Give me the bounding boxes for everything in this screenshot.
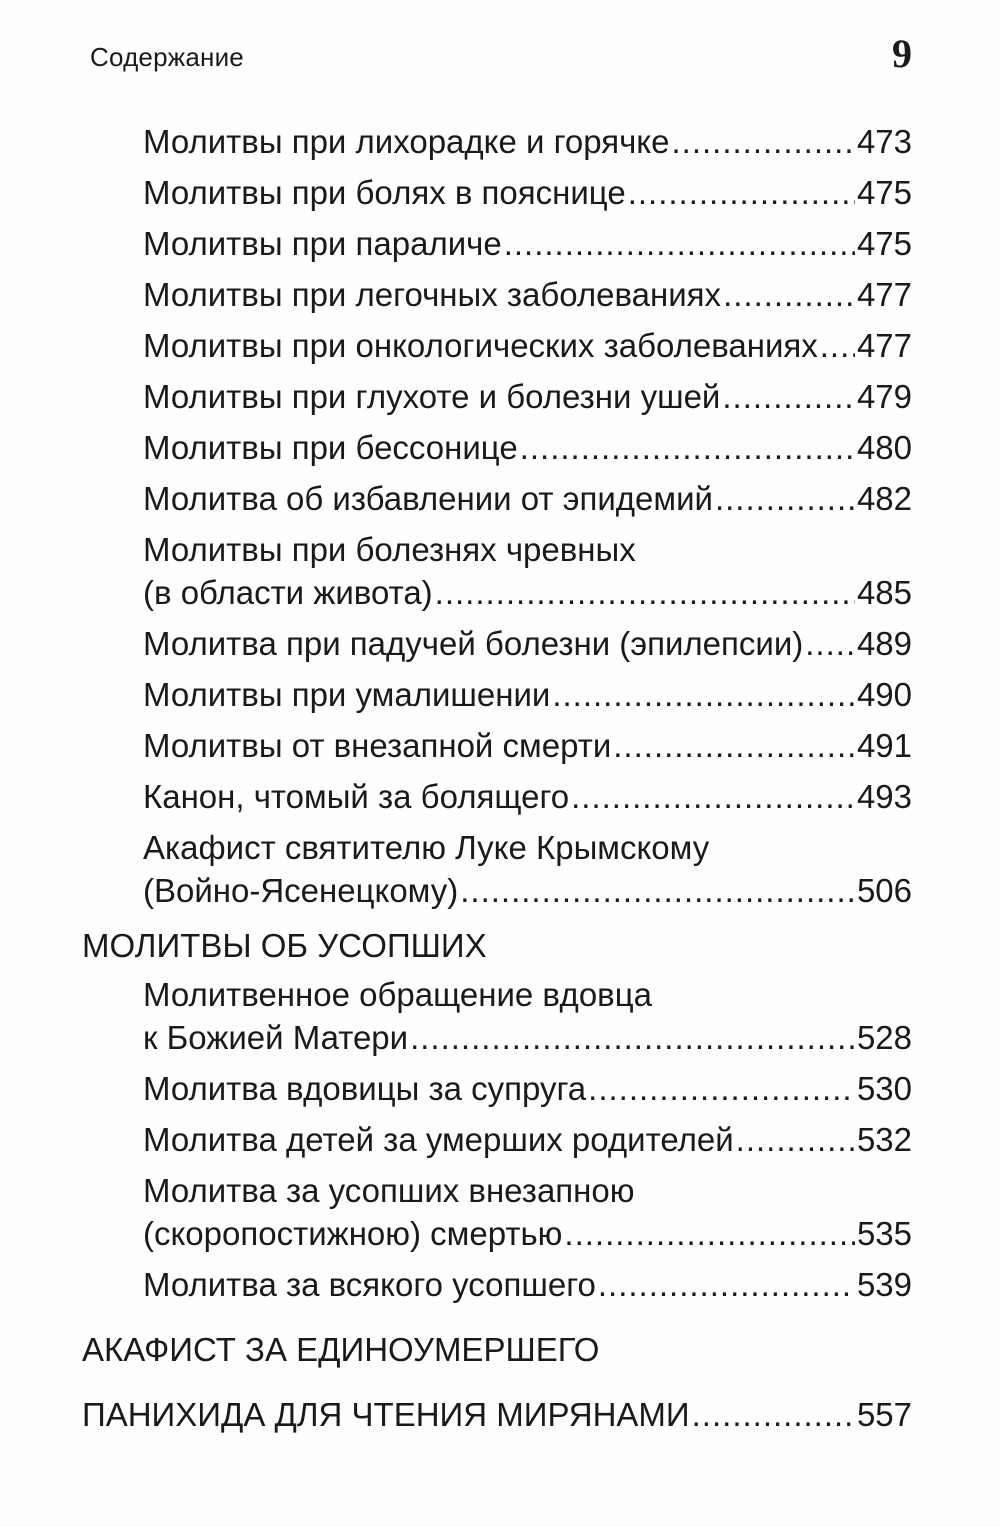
- toc-section-heading: [0, 1393, 1000, 1436]
- dot-leader: [504, 222, 855, 265]
- dot-leader: [564, 1212, 855, 1255]
- toc-entry-page: 477: [856, 276, 912, 313]
- toc-entry-title: Молитвы при болях в пояснице: [143, 174, 626, 211]
- dot-leader: [736, 1118, 855, 1161]
- toc-entry: [0, 1067, 1000, 1110]
- toc-entry-title-line2: (в области живота): [143, 574, 433, 611]
- dot-leader: [628, 171, 855, 214]
- toc-entry: [0, 1263, 1000, 1306]
- section-title: АКАФИСТ ЗА ЕДИНОУМЕРШЕГО: [82, 1331, 600, 1368]
- toc-entry-title-line2: (Войно-Ясенецкому): [143, 872, 459, 909]
- dot-leader: [588, 1067, 855, 1110]
- toc-entry-title-line1: Молитва за усопших внезапною: [143, 1172, 635, 1209]
- toc-entry: [0, 171, 1000, 214]
- toc-entry-page: 480: [856, 429, 912, 466]
- toc-entry-title: Молитва при падучей болезни (эпилепсии): [143, 625, 804, 662]
- toc-entry: [0, 622, 1000, 665]
- dot-leader: [460, 869, 855, 912]
- toc-entry-title-line1: Акафист святителю Луке Крымскому: [143, 829, 710, 866]
- toc-entry-page: 506: [856, 872, 912, 909]
- toc-entry: [0, 375, 1000, 418]
- toc-entry: [0, 120, 1000, 163]
- toc-entry: [0, 724, 1000, 767]
- toc-entry-title-line2: (скоропостижною) смертью: [143, 1215, 563, 1252]
- dot-leader: [520, 426, 855, 469]
- toc-entry-title: Молитвы при бессонице: [143, 429, 518, 466]
- toc-entry-title: Молитвы при глухоте и болезни ушей: [143, 378, 721, 415]
- toc-entry: [0, 477, 1000, 520]
- dot-leader: [435, 571, 855, 614]
- toc-entry-page: 485: [856, 574, 912, 611]
- toc-entry-title: Молитвы при лихорадке и горячке: [143, 123, 670, 160]
- toc-entry-title: Молитвы при параличе: [143, 225, 502, 262]
- toc-entry-title: Молитвы при онкологических заболеваниях: [143, 327, 818, 364]
- toc-entry: [0, 273, 1000, 316]
- toc-entry-page: 532: [856, 1121, 912, 1158]
- toc-section-heading: [0, 924, 1000, 967]
- toc-entry-page: 482: [856, 480, 912, 517]
- toc-entry-title: Молитва об избавлении от эпидемий: [143, 480, 713, 517]
- toc-entry-title-line1: Молитвы при болезнях чревных: [143, 531, 636, 568]
- toc-entry-title: Молитвы при умалишении: [143, 676, 551, 713]
- toc-entry: [0, 426, 1000, 469]
- toc-entry-page: 530: [856, 1070, 912, 1107]
- toc-entry-page: 473: [856, 123, 912, 160]
- dot-leader: [613, 724, 855, 767]
- dot-leader: [410, 1016, 855, 1059]
- toc-entry: [0, 973, 1000, 1059]
- toc-entry: [0, 222, 1000, 265]
- toc-entry-page: 535: [856, 1215, 912, 1252]
- dot-leader: [820, 324, 855, 367]
- toc-entry-page: 490: [856, 676, 912, 713]
- dot-leader: [723, 273, 855, 316]
- toc-entry-title: Молитвы при легочных заболеваниях: [143, 276, 722, 313]
- toc-entry-title: Молитвы от внезапной смерти: [143, 727, 612, 764]
- toc-entry-title: Канон, чтомый за болящего: [143, 778, 570, 815]
- dot-leader: [552, 673, 855, 716]
- toc-entry: [0, 673, 1000, 716]
- toc-entry-title: Молитва за всякого усопшего: [143, 1266, 596, 1303]
- toc-entry: [0, 324, 1000, 367]
- toc-entry-page: 489: [856, 625, 912, 662]
- toc-entry: [0, 775, 1000, 818]
- toc-entry: [0, 1118, 1000, 1161]
- toc-entry-page: 477: [856, 327, 912, 364]
- toc-entry-page: 539: [856, 1266, 912, 1303]
- toc-entry-title-line2: к Божией Матери: [143, 1019, 409, 1056]
- toc-entry-page: 528: [856, 1019, 912, 1056]
- table-of-contents: [0, 120, 1000, 1452]
- dot-leader: [805, 622, 855, 665]
- toc-entry: [0, 1169, 1000, 1255]
- section-title: ПАНИХИДА ДЛЯ ЧТЕНИЯ МИРЯНАМИ: [82, 1396, 690, 1433]
- dot-leader: [722, 375, 855, 418]
- toc-entry-page: 491: [856, 727, 912, 764]
- toc-section-heading: [0, 1328, 1000, 1371]
- toc-entry: [0, 528, 1000, 614]
- toc-entry-page: 493: [856, 778, 912, 815]
- toc-entry-page: 475: [856, 174, 912, 211]
- toc-entry-title-line1: Молитвенное обращение вдовца: [143, 976, 652, 1013]
- toc-entry: [0, 826, 1000, 912]
- toc-entry-page: 557: [856, 1396, 912, 1433]
- running-head: Содержание: [90, 42, 244, 72]
- dot-leader: [715, 477, 855, 520]
- dot-leader: [598, 1263, 855, 1306]
- toc-entry-page: 479: [856, 378, 912, 415]
- toc-entry-title: Молитва вдовицы за супруга: [143, 1070, 587, 1107]
- section-title: МОЛИТВЫ ОБ УСОПШИХ: [82, 927, 487, 964]
- dot-leader: [571, 775, 855, 818]
- dot-leader: [671, 120, 854, 163]
- dot-leader: [692, 1393, 855, 1436]
- toc-entry-page: 475: [856, 225, 912, 262]
- page-number: 9: [892, 31, 912, 76]
- toc-entry-title: Молитва детей за умерших родителей: [143, 1121, 734, 1158]
